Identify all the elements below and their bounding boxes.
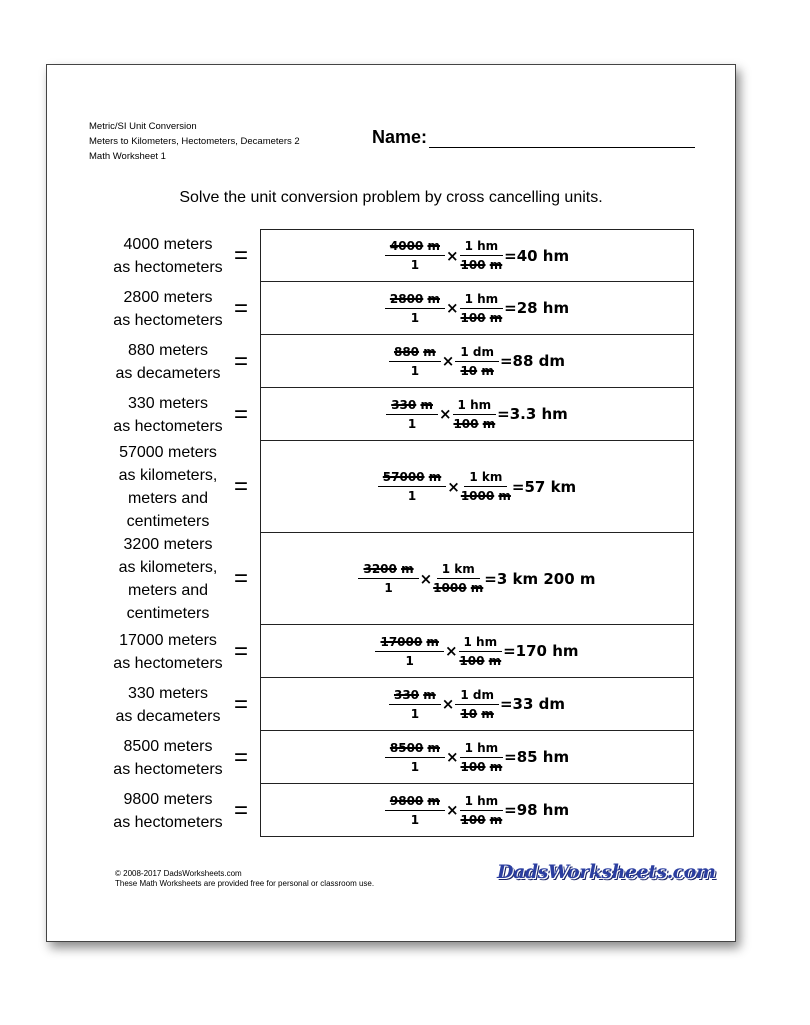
problem-question [97, 784, 239, 837]
conversion-fraction [460, 292, 504, 325]
conversion-denominator-value: 1000 [460, 489, 495, 503]
conversion-work [385, 794, 569, 827]
conversion-fraction [460, 741, 504, 774]
answer-box [260, 441, 694, 533]
answer-result: =170 hm [503, 642, 579, 660]
given-fraction [386, 398, 438, 431]
conversion-denominator [461, 487, 511, 503]
question-line: as hectometers [113, 813, 223, 831]
conversion-denominator-unit: m [470, 581, 484, 595]
problem-question [97, 678, 239, 731]
given-fraction [385, 794, 445, 827]
given-value: 17000 [380, 634, 423, 649]
conversion-denominator-unit: m [481, 363, 494, 378]
problem-row [47, 533, 737, 625]
question-line: as kilometers, [118, 467, 218, 484]
question-line: 17000 meters [119, 631, 217, 649]
multiply-sign: × [444, 642, 458, 660]
copyright-text: © 2008-2017 DadsWorksheets.com [115, 869, 242, 878]
name-field [372, 127, 695, 148]
multiply-sign: × [445, 748, 459, 766]
given-denominator: 1 [384, 581, 393, 595]
conversion-denominator-value: 1000 [433, 581, 467, 595]
equals-sign: = [233, 690, 248, 718]
equals-sign: = [233, 400, 248, 428]
conversion-numerator: 1 hm [459, 635, 503, 652]
given-value: 330 [391, 397, 417, 412]
name-blank-line [429, 129, 695, 148]
given-value: 880 [393, 344, 420, 359]
given-fraction [358, 562, 418, 595]
problem-row [47, 625, 737, 678]
conversion-denominator-value: 10 [460, 706, 478, 721]
answer-result: =40 hm [504, 246, 570, 265]
question-line: as hectometers [113, 760, 223, 778]
conversion-denominator-unit: m [481, 706, 494, 721]
answer-result: =57 km [511, 477, 577, 496]
conversion-denominator-unit: m [489, 759, 503, 774]
answer-box [260, 282, 694, 335]
conversion-denominator-unit: m [489, 258, 503, 272]
question-line: as hectometers [113, 311, 223, 329]
conversion-numerator: 1 dm [455, 688, 499, 705]
answer-box [260, 229, 694, 282]
question-line: 2800 meters [123, 288, 213, 306]
instructions: Solve the unit conversion problem by cross cancelling units. [179, 189, 603, 206]
problem-question [97, 441, 239, 533]
given-numerator [385, 741, 445, 758]
given-unit: m [427, 239, 440, 253]
conversion-denominator-unit: m [489, 310, 503, 325]
conversion-denominator [460, 256, 502, 272]
conversion-numerator: 1 hm [460, 741, 504, 758]
problem-list [47, 229, 737, 837]
given-denominator: 1 [410, 759, 420, 774]
given-unit: m [423, 344, 436, 359]
conversion-denominator-value: 100 [459, 653, 485, 668]
conversion-denominator [453, 415, 495, 431]
equals-sign: = [233, 743, 248, 771]
conversion-work [386, 398, 568, 431]
multiply-sign: × [441, 352, 455, 370]
answer-result: =85 hm [504, 748, 570, 766]
answer-result: =98 hm [504, 801, 570, 819]
conversion-denominator [460, 309, 502, 325]
question-line: as kilometers, [118, 559, 218, 576]
problem-question [97, 625, 239, 678]
equals-sign: = [233, 294, 248, 322]
worksheet-header [89, 119, 300, 164]
conversion-denominator [460, 362, 493, 378]
problem-question [97, 388, 239, 441]
multiply-sign: × [447, 477, 460, 496]
multiply-sign: × [441, 695, 455, 713]
conversion-denominator [460, 811, 502, 827]
conversion-numerator: 1 km [437, 562, 480, 579]
conversion-denominator-value: 100 [460, 812, 486, 827]
conversion-fraction [461, 470, 511, 503]
question-line: as hectometers [113, 258, 223, 276]
equals-sign: = [233, 637, 248, 665]
given-unit: m [428, 470, 442, 484]
header-worksheet-number: Math Worksheet 1 [89, 151, 166, 162]
given-value: 57000 [382, 470, 425, 484]
given-fraction [385, 741, 445, 774]
conversion-denominator-unit: m [488, 653, 502, 668]
given-unit: m [401, 562, 414, 576]
conversion-fraction [455, 688, 499, 721]
answer-box [260, 388, 694, 441]
name-label: Name: [372, 127, 428, 147]
equals-sign: = [233, 473, 248, 500]
conversion-numerator: 1 hm [453, 398, 497, 415]
header-subject: Metric/SI Unit Conversion [89, 121, 197, 132]
problem-question [97, 335, 239, 388]
equals-sign: = [233, 241, 248, 269]
given-fraction [389, 345, 441, 378]
conversion-work [378, 470, 576, 503]
given-numerator [385, 292, 445, 309]
problem-row [47, 784, 737, 837]
answer-result: =3 km 200 m [484, 569, 596, 588]
problem-question [97, 731, 239, 784]
question-line: as hectometers [113, 417, 223, 435]
problem-question [97, 229, 239, 282]
multiply-sign: × [445, 246, 459, 265]
conversion-denominator-value: 100 [453, 416, 479, 431]
question-line: 880 meters [127, 341, 209, 359]
conversion-fraction [460, 239, 504, 272]
conversion-denominator [433, 579, 483, 595]
question-line: 57000 meters [119, 444, 217, 461]
conversion-denominator-unit: m [498, 489, 511, 503]
conversion-denominator [460, 705, 493, 721]
conversion-fraction [433, 562, 483, 595]
given-numerator [375, 635, 443, 652]
conversion-denominator [459, 652, 501, 668]
conversion-denominator [460, 758, 502, 774]
given-denominator: 1 [410, 812, 420, 827]
question-line: as decameters [115, 364, 221, 382]
given-denominator: 1 [407, 416, 417, 431]
given-value: 330 [393, 687, 420, 702]
given-denominator: 1 [407, 489, 417, 503]
given-fraction [385, 239, 445, 272]
answer-box [260, 678, 694, 731]
conversion-work [389, 688, 565, 721]
conversion-work [385, 239, 569, 272]
conversion-work [385, 741, 569, 774]
answer-box [260, 784, 694, 837]
question-line: meters and [127, 490, 209, 507]
multiply-sign: × [419, 569, 433, 588]
problem-row [47, 441, 737, 533]
problem-question [97, 282, 239, 335]
problem-row [47, 229, 737, 282]
equals-sign: = [233, 796, 248, 824]
given-value: 2800 [389, 291, 424, 306]
conversion-denominator-value: 10 [460, 363, 478, 378]
problem-row [47, 731, 737, 784]
conversion-numerator: 1 hm [460, 794, 504, 811]
conversion-work [385, 292, 569, 325]
given-value: 3200 [363, 562, 397, 576]
given-fraction [375, 635, 443, 668]
given-denominator: 1 [410, 258, 420, 272]
conversion-denominator-value: 100 [460, 759, 486, 774]
given-denominator: 1 [405, 653, 414, 668]
conversion-work [358, 562, 595, 595]
conversion-fraction [460, 794, 504, 827]
answer-box [260, 731, 694, 784]
question-line: 8500 meters [123, 737, 213, 755]
problem-row [47, 335, 737, 388]
given-numerator [386, 398, 438, 415]
conversion-denominator-unit: m [482, 416, 496, 431]
problem-question [97, 533, 239, 625]
question-line: 3200 meters [123, 536, 213, 553]
conversion-work [389, 345, 565, 378]
answer-box [260, 625, 694, 678]
given-numerator [389, 688, 441, 705]
equals-sign: = [233, 347, 248, 375]
question-line: as hectometers [113, 654, 223, 672]
given-value: 9800 [389, 793, 424, 808]
conversion-denominator-unit: m [489, 812, 503, 827]
given-value: 4000 [389, 239, 424, 253]
given-fraction [385, 292, 445, 325]
given-fraction [389, 688, 441, 721]
question-line: 4000 meters [123, 235, 213, 253]
problem-row [47, 388, 737, 441]
question-line: centimeters [126, 605, 210, 622]
question-line: meters and [127, 582, 209, 599]
conversion-fraction [459, 635, 503, 668]
given-numerator [358, 562, 418, 579]
footer [115, 869, 374, 889]
conversion-numerator: 1 km [464, 470, 507, 487]
answer-box [260, 533, 694, 625]
given-unit: m [427, 740, 440, 755]
conversion-numerator: 1 dm [455, 345, 499, 362]
conversion-denominator-value: 100 [460, 310, 486, 325]
conversion-numerator: 1 hm [460, 239, 504, 256]
given-unit: m [420, 397, 433, 412]
answer-result: =88 dm [499, 352, 565, 370]
given-unit: m [426, 634, 439, 649]
conversion-denominator-value: 100 [460, 258, 486, 272]
usage-note: These Math Worksheets are provided free for personal or classroom use. [115, 879, 375, 888]
answer-box [260, 335, 694, 388]
given-numerator [385, 239, 445, 256]
question-line: centimeters [126, 513, 210, 530]
equals-sign: = [233, 565, 248, 592]
given-denominator: 1 [410, 706, 420, 721]
given-value: 8500 [389, 740, 424, 755]
given-denominator: 1 [410, 310, 420, 325]
worksheet-page [46, 64, 736, 942]
question-line: 330 meters [127, 394, 209, 412]
given-numerator [378, 470, 446, 487]
question-line: 9800 meters [123, 790, 213, 808]
question-line: 330 meters [127, 684, 209, 702]
given-fraction [378, 470, 446, 503]
problem-row [47, 678, 737, 731]
conversion-numerator: 1 hm [460, 292, 504, 309]
given-numerator [389, 345, 441, 362]
given-unit: m [427, 291, 440, 306]
multiply-sign: × [445, 801, 459, 819]
given-unit: m [427, 793, 440, 808]
multiply-sign: × [445, 299, 459, 317]
question-line: as decameters [115, 707, 221, 725]
conversion-fraction [455, 345, 499, 378]
answer-result: =3.3 hm [497, 405, 568, 423]
given-numerator [385, 794, 445, 811]
given-unit: m [423, 687, 436, 702]
header-topic: Meters to Kilometers, Hectometers, Decameters 2 [89, 136, 300, 147]
answer-result: =28 hm [504, 299, 570, 317]
multiply-sign: × [438, 405, 452, 423]
problem-row [47, 282, 737, 335]
site-logo: DadsWorksheets.com [497, 861, 716, 883]
given-denominator: 1 [410, 363, 420, 378]
conversion-fraction [453, 398, 497, 431]
answer-result: =33 dm [499, 695, 565, 713]
conversion-work [375, 635, 578, 668]
